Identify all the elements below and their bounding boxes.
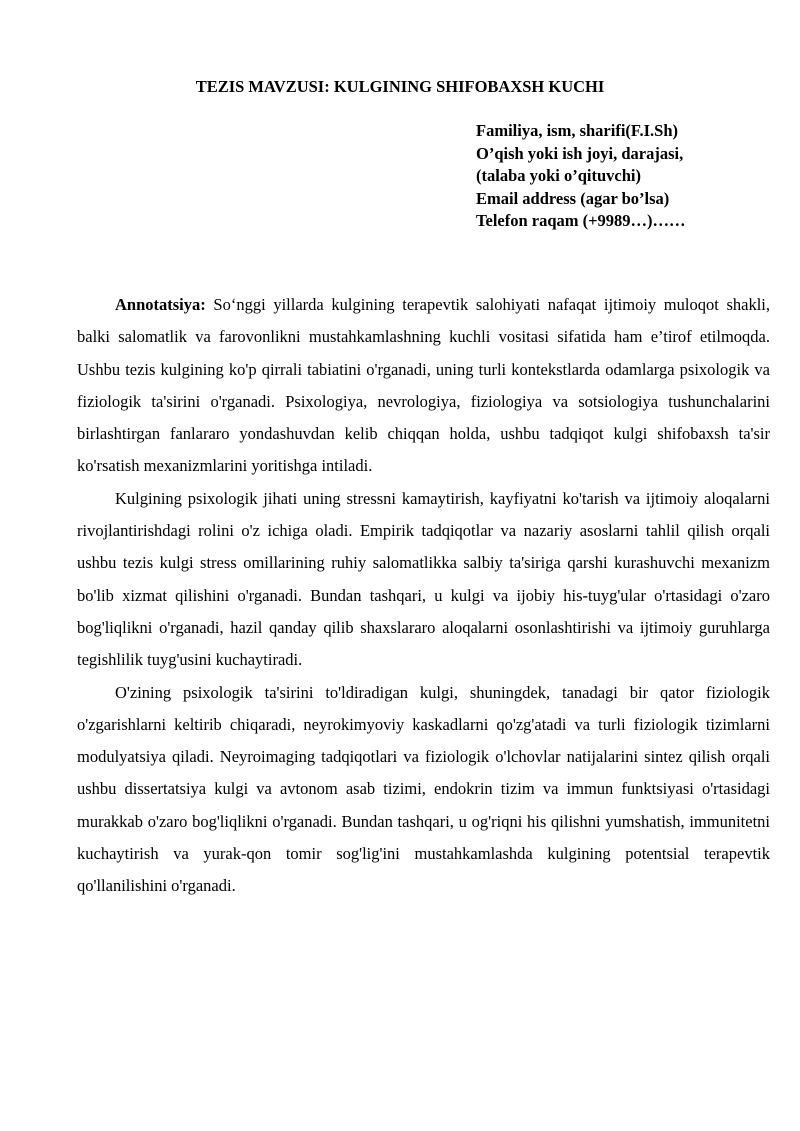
author-info <box>476 120 776 233</box>
abstract-paragraph-1-text: So‘nggi yillarda kulgining terapevtik salohiyati nafaqat ijtimoiy muloqot shakli, balki salomatlik va farovonlikni mustahkamlashning kuchli vositasi sifatida ham e’tirof etilmoqda. Ushbu tezis kulgining ko'p qirrali tabiatini o'rganadi, uning turli kontekstlarda odamlarga psixologik va fiziologik ta'sirini o'rganadi. Psixologiya, nevrologiya, fiziologiya va sotsiologiya tushunchalarini birlashtirgan fanlararo yondashuvdan kelib chiqqan holda, ushbu tadqiqot kulgi shifobaxsh ta'sir ko'rsatish mexanizmlarini yoritishga intiladi. <box>77 295 770 476</box>
author-name-line: Familiya, ism, sharifi(F.I.Sh) <box>476 121 678 140</box>
thesis-title: TEZIS MAVZUSI: KULGINING SHIFOBAXSH KUCHI <box>195 77 605 96</box>
author-phone-line: Telefon raqam (+9989…)…… <box>476 211 686 230</box>
abstract-paragraph-2: Kulgining psixologik jihati uning stressni kamaytirish, kayfiyatni ko'tarish va ijtimoiy aloqalarni rivojlantirishdagi rolini o'z ichiga oladi. Empirik tadqiqotlar va nazariy asoslarni tahlil qilish orqali ushbu tezis kulgi stress omillarining ruhiy salomatlikka salbiy ta'siriga qarshi kurashuvchi mexanizm bo'lib xizmat qilishini o'rganadi. Bundan tashqari, u kulgi va ijobiy his-tuyg'ular o'rtasidagi o'zaro bog'liqlikni o'rganadi, hazil qanday qilib shaxslararo aloqalarni osonlashtirishi va ijtimoiy guruhlarga tegishlilik tuyg'usini kuchaytiradi. <box>77 488 770 670</box>
abstract-body <box>77 289 770 903</box>
abstract-paragraph-3: O'zining psixologik ta'sirini to'ldiradigan kulgi, shuningdek, tanadagi bir qator fiziologik o'zgarishlarni keltirib chiqaradi, neyrokimyoviy kaskadlarni qo'zg'atadi va turli fiziologik tizimlarni modulyatsiya qiladi. Neyroimaging tadqiqotlari va fiziologik o'lchovlar natijalarini sintez qilish orqali ushbu dissertatsiya kulgi va avtonom asab tizimi, endokrin tizim va immun funktsiyasi o'rtasidagi murakkab o'zaro bog'liqlikni o'rganadi. Bundan tashqari, u og'riqni his qilishni yumshatish, immunitetni kuchaytirish va yurak-qon tomir sog'lig'ini mustahkamlashda kulgining potentsial terapevtik qo'llanilishini o'rganadi. <box>77 682 770 896</box>
abstract-paragraph-1 <box>77 289 770 483</box>
abstract-label: Annotatsiya: <box>115 295 206 314</box>
author-email-line: Email address (agar bo’lsa) <box>476 188 670 208</box>
author-affiliation-line: O’qish yoki ish joyi, darajasi, <box>476 143 684 163</box>
author-role-line: (talaba yoki o’qituvchi) <box>476 166 642 185</box>
